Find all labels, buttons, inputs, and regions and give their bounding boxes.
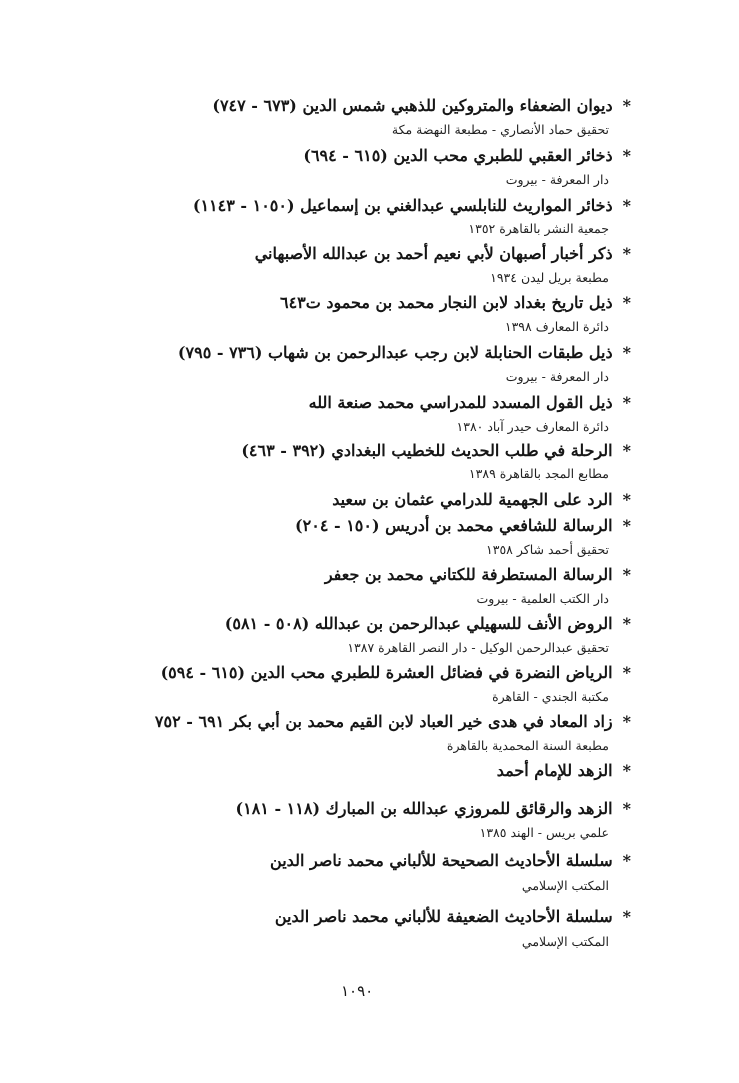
bullet-icon: * [622,96,631,115]
entry-title [275,906,631,928]
entry-title [161,662,631,684]
entry-title [332,489,631,511]
bullet-icon: * [622,441,631,460]
bullet-icon: * [622,614,631,633]
entry-publisher: مطبعة السنة المحمدية بالقاهرة [446,738,609,753]
entry-title-text: ذيل تاريخ بغداد لابن النجار محمد بن محمود ت٦٤٣ [279,293,613,312]
bullet-icon: * [622,343,631,362]
entry-publisher: دائرة المعارف حيدر آباد ١٣٨٠ [456,419,609,434]
entry-publisher: مطبعة بريل ليدن ١٩٣٤ [490,270,609,285]
bullet-icon: * [622,293,631,312]
entry-title-text: ذيل طبقات الحنابلة لابن رجب عبدالرحمن بن شهاب (٧٣٦ - ٧٩٥) [177,343,613,362]
entry-title-text: الرسالة المستطرفة للكتاني محمد بن جعفر [324,565,613,584]
bullet-icon: * [622,663,631,682]
entry-title [236,798,631,820]
entry-title [241,440,631,462]
entry-publisher: تحقيق عبدالرحمن الوكيل - دار النصر القاهرة ١٣٨٧ [347,640,609,655]
entry-publisher: علمي بريس - الهند ١٣٨٥ [479,825,609,840]
bullet-icon: * [622,761,631,780]
bullet-icon: * [622,146,631,165]
entry-publisher: المكتب الإسلامي [521,934,609,949]
entry-title [497,760,631,782]
bullet-icon: * [622,799,631,818]
entry-title [325,564,631,586]
entry-publisher: مكتبة الجندي - القاهرة [492,689,609,704]
entry-publisher: تحقيق حماد الأنصاري - مطبعة النهضة مكة [391,122,609,137]
entry-title-text: الرحلة في طلب الحديث للخطيب البغدادي (٣٩٢ - ٤٦٣) [241,441,613,460]
entry-title-text: الرد على الجهمية للدرامي عثمان بن سعيد [332,490,613,509]
entry-publisher: جمعية النشر بالقاهرة ١٣٥٢ [468,221,609,236]
entry-publisher: دار الكتب العلمية - بيروت [476,591,609,606]
entry-title-text: ديوان الضعفاء والمتروكين للذهبي شمس الدين (٦٧٣ - ٧٤٧) [212,96,613,115]
entry-title-text: ذخائر المواريث للنابلسي عبدالغني بن إسماعيل (١٠٥٠ - ١١٤٣) [192,196,613,215]
entry-title-text: ذخائر العقبي للطبري محب الدين (٦١٥ - ٦٩٤) [303,146,613,165]
entry-title-text: ذيل القول المسدد للمدراسي محمد صنعة الله [308,393,613,412]
entry-title [225,613,631,635]
entry-publisher: تحقيق أحمد شاكر ١٣٥٨ [486,542,609,557]
entry-publisher: دار المعرفة - بيروت [505,369,609,384]
entry-title-text: سلسلة الأحاديث الضعيفة للألباني محمد ناصر الدين [274,907,613,926]
entry-title [155,711,631,733]
entry-title [270,850,631,872]
entry-publisher: دائرة المعارف ١٣٩٨ [504,319,609,334]
bullet-icon: * [622,393,631,412]
entry-title-text: الزهد والرقائق للمروزي عبدالله بن المبارك (١١٨ - ١٨١) [235,799,613,818]
entry-title [193,195,631,217]
entry-publisher: المكتب الإسلامي [521,878,609,893]
entry-title [212,95,631,117]
entry-title [178,342,631,364]
entry-title [303,145,631,167]
entry-title [295,515,631,537]
entry-title-text: زاد المعاد في هدى خير العباد لابن القيم محمد بن أبي بكر ٦٩١ - ٧٥٢ [154,712,613,731]
entry-publisher: مطابع المجد بالقاهرة ١٣٨٩ [468,466,609,481]
bullet-icon: * [622,244,631,263]
entry-title [255,243,631,265]
bullet-icon: * [622,712,631,731]
entry-title-text: الرسالة للشافعي محمد بن أدريس (١٥٠ - ٢٠٤) [295,516,613,535]
bullet-icon: * [622,516,631,535]
bullet-icon: * [622,907,631,926]
entry-title-text: الزهد للإمام أحمد [496,761,613,780]
entry-title-text: ذكر أخبار أصبهان لأبي نعيم أحمد بن عبدالله الأصبهاني [254,244,613,263]
bullet-icon: * [622,565,631,584]
entry-title-text: الروض الأنف للسهيلي عبدالرحمن بن عبدالله (٥٠٨ - ٥٨١) [224,614,613,633]
entry-title-text: سلسلة الأحاديث الصحيحة للألباني محمد ناصر الدين [270,851,613,870]
bullet-icon: * [622,196,631,215]
entry-title [280,292,631,314]
bullet-icon: * [622,851,631,870]
entry-title-text: الرياض النضرة في فضائل العشرة للطبري محب الدين (٦١٥ - ٥٩٤) [160,663,613,682]
entry-publisher: دار المعرفة - بيروت [505,172,609,187]
entry-title [309,392,631,414]
page-number: ١٠٩٠ [341,982,374,1000]
bullet-icon: * [622,490,631,509]
